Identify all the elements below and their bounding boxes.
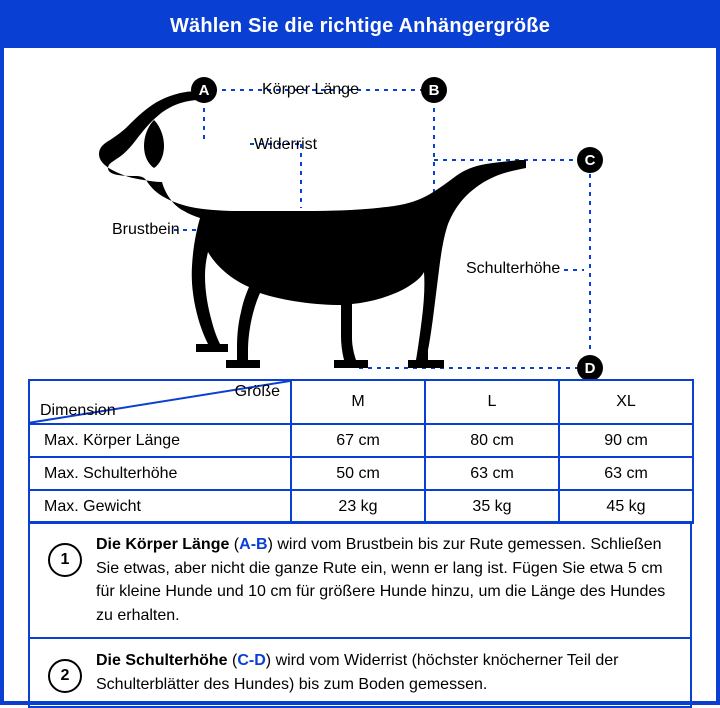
table-col-xl: XL xyxy=(559,380,693,424)
note-item xyxy=(30,637,690,706)
row-label-shoulder-height: Max. Schulterhöhe xyxy=(29,457,291,490)
page-title: Wählen Sie die richtige Anhängergröße xyxy=(169,14,551,37)
note-paren-open: ( xyxy=(227,652,238,670)
note-text xyxy=(96,533,680,627)
cell-body-length-xl: 90 cm xyxy=(559,424,693,457)
cell-shoulder-height-l: 63 cm xyxy=(425,457,559,490)
note-title: Die Schulterhöhe xyxy=(96,652,228,670)
label-shoulder-height: Schulterhöhe xyxy=(466,260,561,277)
cell-body-length-l: 80 cm xyxy=(425,424,559,457)
note-paren-close: ) xyxy=(267,536,273,553)
marker-d: D xyxy=(577,355,603,381)
label-sternum: Brustbein xyxy=(112,221,180,238)
marker-c: C xyxy=(577,147,603,173)
marker-b: B xyxy=(421,77,447,103)
note-body: wird vom Widerrist (höchster knöcherner Teil der Schulterblätter des Hundes) bis zum Boden gemessen. xyxy=(96,652,619,693)
table-corner-cell xyxy=(29,380,291,424)
notes-section xyxy=(28,521,692,708)
table-col-l: L xyxy=(425,380,559,424)
table-row xyxy=(29,457,693,490)
label-body-length: Körper Länge xyxy=(262,81,359,98)
cell-shoulder-height-m: 50 cm xyxy=(291,457,425,490)
note-code: A-B xyxy=(239,536,268,553)
label-withers: Widerrist xyxy=(254,136,318,153)
note-code: C-D xyxy=(237,652,266,670)
note-number-badge: 2 xyxy=(48,659,82,693)
note-title: Die Körper Länge xyxy=(96,536,230,553)
note-number-badge: 1 xyxy=(48,543,82,577)
diagram-svg xyxy=(4,48,716,373)
cell-shoulder-height-xl: 63 cm xyxy=(559,457,693,490)
table-row xyxy=(29,424,693,457)
table-header-row xyxy=(29,380,693,424)
marker-a: A xyxy=(191,77,217,103)
cell-body-length-m: 67 cm xyxy=(291,424,425,457)
cell-weight-m: 23 kg xyxy=(291,490,425,523)
note-text xyxy=(96,649,680,696)
note-body: wird vom Brustbein bis zur Rute gemessen. Schließen Sie etwas, aber nicht die ganze Rute ein, wenn er lang ist. Fügen Sie etwa 5 cm für kleine Hunde und 10 cm für größere Hunde hinzu, um die Länge des Hundes zu erhalten. xyxy=(96,536,666,624)
note-paren-open: ( xyxy=(229,536,240,553)
note-number-wrapper xyxy=(34,533,96,577)
dog-measurement-diagram xyxy=(4,48,716,377)
row-header-dimension: Dimension xyxy=(40,402,116,419)
cell-weight-xl: 45 kg xyxy=(559,490,693,523)
note-paren-close: ) xyxy=(265,652,272,670)
size-table xyxy=(28,379,694,524)
size-table-wrapper xyxy=(28,379,692,524)
header-bar xyxy=(4,4,716,48)
row-label-body-length: Max. Körper Länge xyxy=(29,424,291,457)
note-item xyxy=(30,523,690,637)
table-row xyxy=(29,490,693,523)
col-header-groesse: Größe xyxy=(234,383,280,400)
cell-weight-l: 35 kg xyxy=(425,490,559,523)
table-col-m: M xyxy=(291,380,425,424)
note-number-wrapper xyxy=(34,649,96,693)
row-label-weight: Max. Gewicht xyxy=(29,490,291,523)
